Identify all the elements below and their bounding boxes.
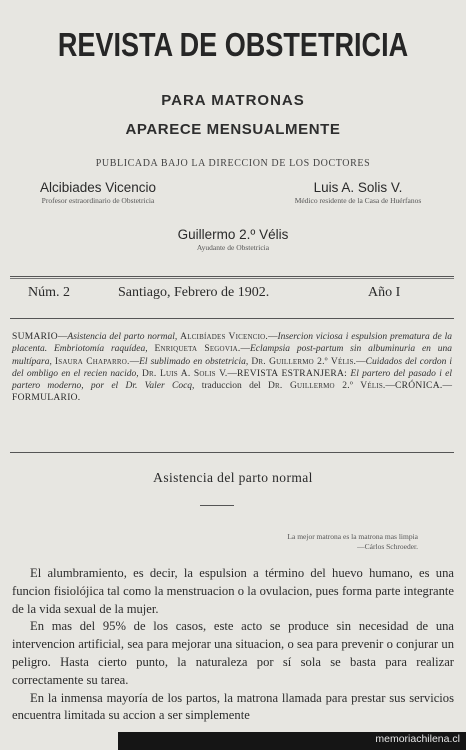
article-body <box>12 565 454 725</box>
toc-item-title: Embriotomía raquídea, <box>53 344 148 355</box>
editor-solis <box>258 180 458 205</box>
epigraph-author: —Cárlos Schroeder. <box>357 542 418 551</box>
toc-item-author: Dr. Luis A. Solis V. <box>141 368 228 379</box>
toc-item-author: Isaura Chaparro. <box>54 356 130 367</box>
toc-item-title: El sublimado en obstetricia, <box>139 356 249 367</box>
source-watermark: memoriachilena.cl <box>375 733 460 745</box>
direction-line: PUBLICADA BAJO LA DIRECCION DE LOS DOCTORES <box>95 158 371 169</box>
rule-top <box>10 276 454 277</box>
editor-name: Guillermo 2.º Vélis <box>177 227 289 242</box>
editor-velis <box>118 227 348 252</box>
editor-name: Alcibiades Vicencio <box>39 180 157 195</box>
editor-role: Profesor estraordinario de Obstetricia <box>41 196 155 205</box>
table-of-contents: SUMARIO—Asistencia del parto normal, Alcibíades Vicencio.—Insercion viciosa i espulsion prematura de la placenta. Embriotomía raquídea, Enriqueta Segovia.—Eclampsia post-partum sin albuminuria en una multípara, Isaura Chaparro.—El sublimado en obstetricia, Dr. Guillermo 2.º Vélis.—Cuidados del cordon i del ombligo en el recien nacido, Dr. Luis A. Solis V.—REVISTA ESTRANJERA: El partero del pasado i el partero moderno, por el Dr. Valer Cocq, traduccion del Dr. Guillermo 2.º Vélis.—CRÓNICA.—FORMULARIO. <box>12 332 453 404</box>
paragraph: En la inmensa mayoría de los partos, la matrona llamada para prestar sus servicios encuentra limitada su accion a ser simplemente <box>12 690 454 723</box>
rule-top-double <box>10 278 454 279</box>
toc-item-title: Eclampsia post-partum sin albuminuria en una multípara, <box>12 344 453 367</box>
toc-item-author: Dr. Guillermo 2.º Vélis. <box>251 356 357 367</box>
article-title: Asistencia del parto normal <box>153 470 313 485</box>
rule-below-toc <box>10 452 454 453</box>
toc-section-label: REVISTA ESTRANJERA: <box>237 368 348 379</box>
toc-item-title: Asistencia del parto normal, <box>67 332 178 342</box>
journal-title: REVISTA DE OBSTETRICIA <box>57 26 409 63</box>
paragraph: En mas del 95% de los casos, este acto se produce sin necesidad de una intervencion artificial, sea para mejorar una situacion, o sea para prevenir o conjurar un peligro. Hasta cierto punto, la naturaleza por sí sola se basta para realizar correctamente su tarea. <box>12 619 454 687</box>
toc-item-title: Cuidados del cordon i del ombligo en el recien nacido, <box>12 356 453 379</box>
article-epigraph <box>287 532 418 552</box>
issue-number: Núm. 2 <box>28 285 70 300</box>
editor-vicencio <box>8 180 188 205</box>
toc-section-label: CRÓNICA. <box>395 381 443 392</box>
toc-item-title: El partero del pasado i el partero moderno, por el Dr. Valer Cocq, <box>12 368 453 392</box>
rule-below-info <box>10 318 454 319</box>
toc-item-text: traduccion del <box>201 381 261 392</box>
toc-item-author: Enriqueta Segovia. <box>154 344 241 355</box>
toc-section-label: FORMULARIO. <box>12 393 81 404</box>
article-title-rule <box>200 505 234 506</box>
journal-subtitle: PARA MATRONAS <box>161 92 305 109</box>
toc-item-author: Alcibíades Vicencio. <box>180 332 268 342</box>
toc-item-title: Insercion viciosa i espulsion prematura de la placenta. <box>12 332 452 355</box>
editor-name: Luis A. Solis V. <box>313 180 403 195</box>
issue-info-row <box>0 285 466 307</box>
publication-frequency: APARECE MENSUALMENTE <box>125 121 341 138</box>
issue-place-date: Santiago, Febrero de 1902. <box>118 285 270 300</box>
editor-role: Ayudante de Obstetricia <box>196 243 270 252</box>
paragraph: El alumbramiento, es decir, la espulsion a término del huevo humano, es una funcion fisiolójica tal como la menstruacion o la ovulacion, pues forma parte integrante de la vida sexual de la mujer. <box>12 566 454 616</box>
sumario-label: SUMARIO <box>12 332 58 342</box>
toc-item-author: Dr. Guillermo 2.º Vélis. <box>268 381 386 392</box>
issue-year: Año I <box>368 285 401 300</box>
editor-role: Médico residente de la Casa de Huérfanos <box>294 196 422 205</box>
epigraph-quote: La mejor matrona es la matrona mas limpia <box>287 532 418 541</box>
